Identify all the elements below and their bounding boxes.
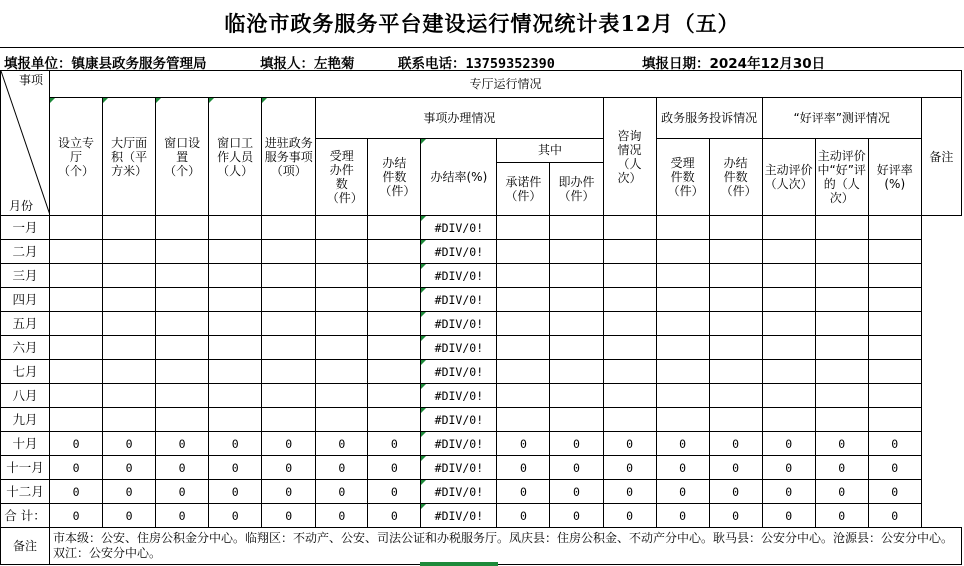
value-cell[interactable]: 0	[550, 432, 603, 456]
value-cell[interactable]	[103, 264, 156, 288]
value-cell[interactable]	[815, 384, 868, 408]
value-cell[interactable]	[262, 336, 316, 360]
value-cell[interactable]	[103, 312, 156, 336]
value-cell[interactable]	[762, 336, 815, 360]
value-cell[interactable]: 0	[603, 480, 656, 504]
info-bar	[0, 50, 964, 70]
group-main-header: 专厅运行情况	[50, 71, 962, 98]
value-cell[interactable]	[815, 216, 868, 240]
value-cell[interactable]	[497, 216, 550, 240]
month-cell[interactable]: 一月	[1, 216, 50, 240]
value-cell[interactable]	[50, 264, 103, 288]
value-cell[interactable]	[815, 264, 868, 288]
person-label: 填报人：	[260, 56, 314, 72]
value-cell[interactable]	[656, 384, 709, 408]
value-cell[interactable]: 0	[209, 480, 262, 504]
table-row	[1, 480, 962, 504]
value-cell[interactable]	[50, 336, 103, 360]
value-cell[interactable]	[50, 240, 103, 264]
value-cell[interactable]: 0	[868, 432, 921, 456]
value-cell[interactable]	[762, 216, 815, 240]
phone-value: 13759352390	[465, 56, 555, 72]
value-cell[interactable]	[762, 240, 815, 264]
col-instant: 即办件（件）	[550, 163, 603, 216]
value-cell[interactable]	[815, 360, 868, 384]
value-cell[interactable]	[209, 240, 262, 264]
value-cell[interactable]: 0	[709, 432, 762, 456]
value-cell[interactable]	[868, 264, 921, 288]
col-rate: 办结率(%)	[421, 138, 497, 216]
col-staff: 窗口工作人员（人）	[209, 98, 262, 216]
value-cell[interactable]: 0	[550, 504, 603, 528]
value-cell[interactable]	[603, 408, 656, 432]
value-cell[interactable]	[316, 408, 368, 432]
col-area: 大厅面积（平方米）	[103, 98, 156, 216]
value-cell[interactable]: 0	[709, 504, 762, 528]
value-cell[interactable]	[50, 216, 103, 240]
value-cell[interactable]	[103, 336, 156, 360]
value-cell[interactable]: 0	[209, 432, 262, 456]
value-cell[interactable]: 0	[815, 480, 868, 504]
month-cell[interactable]: 七月	[1, 360, 50, 384]
rate-cell[interactable]: #DIV/0!	[421, 288, 497, 312]
value-cell[interactable]: 0	[368, 480, 421, 504]
unit-value: 镇康县政务服务管理局	[71, 56, 207, 72]
value-cell[interactable]: 0	[50, 480, 103, 504]
title-divider	[0, 47, 964, 48]
date-field	[642, 52, 825, 72]
group-complaint-header: 政务服务投诉情况	[656, 98, 762, 139]
value-cell[interactable]	[262, 264, 316, 288]
value-cell[interactable]: 0	[262, 480, 316, 504]
month-cell[interactable]: 二月	[1, 240, 50, 264]
value-cell[interactable]	[209, 216, 262, 240]
value-cell[interactable]	[656, 360, 709, 384]
value-cell[interactable]: 0	[262, 504, 316, 528]
value-cell[interactable]	[868, 216, 921, 240]
value-cell[interactable]	[50, 360, 103, 384]
value-cell[interactable]	[209, 336, 262, 360]
value-cell[interactable]	[815, 240, 868, 264]
value-cell[interactable]	[368, 336, 421, 360]
col-c-accept: 受理件数（件）	[656, 138, 709, 216]
table-row	[1, 240, 962, 264]
value-cell[interactable]	[103, 288, 156, 312]
value-cell[interactable]	[497, 288, 550, 312]
value-cell[interactable]	[550, 408, 603, 432]
value-cell[interactable]: 0	[103, 456, 156, 480]
unit-label: 填报单位：	[4, 56, 72, 72]
value-cell[interactable]	[368, 384, 421, 408]
phone-label: 联系电话：	[398, 56, 466, 72]
value-cell[interactable]	[209, 264, 262, 288]
value-cell[interactable]	[868, 240, 921, 264]
value-cell[interactable]	[497, 384, 550, 408]
value-cell[interactable]	[550, 264, 603, 288]
value-cell[interactable]	[709, 384, 762, 408]
value-cell[interactable]	[550, 360, 603, 384]
value-cell[interactable]	[497, 408, 550, 432]
value-cell[interactable]	[103, 240, 156, 264]
rate-cell[interactable]: #DIV/0!	[421, 456, 497, 480]
value-cell[interactable]	[209, 288, 262, 312]
value-cell[interactable]: 0	[156, 480, 209, 504]
value-cell[interactable]: 0	[156, 432, 209, 456]
value-cell[interactable]	[603, 240, 656, 264]
value-cell[interactable]: 0	[316, 480, 368, 504]
value-cell[interactable]	[368, 360, 421, 384]
value-cell[interactable]: 0	[103, 432, 156, 456]
value-cell[interactable]	[368, 312, 421, 336]
value-cell[interactable]: 0	[103, 504, 156, 528]
value-cell[interactable]	[550, 336, 603, 360]
value-cell[interactable]: 0	[50, 456, 103, 480]
value-cell[interactable]	[262, 288, 316, 312]
value-cell[interactable]: 0	[368, 432, 421, 456]
table-row	[1, 504, 962, 528]
value-cell[interactable]: 0	[656, 456, 709, 480]
value-cell[interactable]: 0	[497, 456, 550, 480]
value-cell[interactable]: 0	[656, 504, 709, 528]
footer-label: 备注	[1, 528, 50, 565]
value-cell[interactable]: 0	[868, 456, 921, 480]
value-cell[interactable]	[603, 336, 656, 360]
diagonal-line	[1, 71, 50, 215]
col-accept: 受理办件数（件）	[316, 138, 368, 216]
value-cell[interactable]	[368, 216, 421, 240]
table-row	[1, 432, 962, 456]
value-cell[interactable]: 0	[656, 480, 709, 504]
date-value: 2024年12月30日	[709, 56, 826, 72]
value-cell[interactable]: 0	[550, 480, 603, 504]
value-cell[interactable]	[316, 216, 368, 240]
value-cell[interactable]	[497, 360, 550, 384]
unit-field	[4, 52, 207, 72]
value-cell[interactable]: 0	[603, 504, 656, 528]
value-cell[interactable]: 0	[316, 456, 368, 480]
value-cell[interactable]	[603, 384, 656, 408]
value-cell[interactable]	[550, 384, 603, 408]
corner-cell	[1, 71, 50, 216]
value-cell[interactable]	[497, 264, 550, 288]
group-handling-header: 事项办理情况	[316, 98, 603, 139]
value-cell[interactable]	[762, 408, 815, 432]
value-cell[interactable]: 0	[262, 432, 316, 456]
value-cell[interactable]: 0	[868, 504, 921, 528]
month-cell[interactable]: 六月	[1, 336, 50, 360]
value-cell[interactable]: 0	[762, 504, 815, 528]
value-cell[interactable]: 0	[497, 432, 550, 456]
value-cell[interactable]	[316, 336, 368, 360]
table-row	[1, 312, 962, 336]
date-label: 填报日期：	[642, 56, 710, 72]
value-cell[interactable]	[550, 216, 603, 240]
value-cell[interactable]	[656, 312, 709, 336]
value-cell[interactable]	[50, 408, 103, 432]
value-cell[interactable]	[762, 312, 815, 336]
table-row	[1, 360, 962, 384]
value-cell[interactable]: 0	[156, 504, 209, 528]
value-cell[interactable]	[156, 288, 209, 312]
month-cell[interactable]: 十月	[1, 432, 50, 456]
value-cell[interactable]	[709, 408, 762, 432]
value-cell[interactable]: 0	[50, 504, 103, 528]
col-remark: 备注	[921, 98, 961, 216]
value-cell[interactable]	[656, 240, 709, 264]
value-cell[interactable]	[868, 336, 921, 360]
value-cell[interactable]: 0	[656, 432, 709, 456]
value-cell[interactable]	[156, 360, 209, 384]
value-cell[interactable]: 0	[316, 432, 368, 456]
phone-field	[398, 52, 555, 72]
value-cell[interactable]	[497, 240, 550, 264]
value-cell[interactable]	[50, 312, 103, 336]
value-cell[interactable]	[815, 408, 868, 432]
value-cell[interactable]	[868, 288, 921, 312]
value-cell[interactable]	[762, 264, 815, 288]
value-cell[interactable]: 0	[156, 456, 209, 480]
value-cell[interactable]	[316, 312, 368, 336]
value-cell[interactable]: 0	[762, 480, 815, 504]
month-cell[interactable]: 八月	[1, 384, 50, 408]
value-cell[interactable]: 0	[603, 456, 656, 480]
col-good-rate: 好评率(%)	[868, 138, 921, 216]
table-row	[1, 384, 962, 408]
value-cell[interactable]	[368, 264, 421, 288]
value-cell[interactable]: 0	[762, 456, 815, 480]
table-row	[1, 288, 962, 312]
group-review-header: “好评率”测评情况	[762, 98, 921, 139]
value-cell[interactable]	[815, 336, 868, 360]
footer-note: 市本级：公安、住房公积金分中心。临翔区：不动产、公安、司法公证和办税服务厅。凤庆县：住房公积金、不动产分中心。耿马县：公安分中心。沧源县：公安分中心。双江：公安分中心。	[50, 528, 962, 565]
rate-cell[interactable]: #DIV/0!	[421, 480, 497, 504]
rate-cell[interactable]: #DIV/0!	[421, 216, 497, 240]
value-cell[interactable]	[762, 360, 815, 384]
value-cell[interactable]	[603, 360, 656, 384]
col-active: 主动评价（人次）	[762, 138, 815, 216]
value-cell[interactable]: 0	[262, 456, 316, 480]
value-cell[interactable]: 0	[103, 480, 156, 504]
group-among-header: 其中	[497, 138, 603, 163]
value-cell[interactable]	[868, 360, 921, 384]
value-cell[interactable]: 0	[709, 456, 762, 480]
value-cell[interactable]	[156, 216, 209, 240]
corner-top-label: 事项	[19, 73, 44, 87]
value-cell[interactable]	[656, 216, 709, 240]
value-cell[interactable]	[368, 288, 421, 312]
value-cell[interactable]: 0	[209, 456, 262, 480]
value-cell[interactable]: 0	[316, 504, 368, 528]
value-cell[interactable]	[103, 216, 156, 240]
stats-table	[0, 70, 962, 565]
value-cell[interactable]: 0	[368, 504, 421, 528]
value-cell[interactable]	[262, 216, 316, 240]
value-cell[interactable]	[709, 288, 762, 312]
value-cell[interactable]	[156, 408, 209, 432]
value-cell[interactable]	[156, 384, 209, 408]
value-cell[interactable]	[50, 288, 103, 312]
sheet-title: 临沧市政务服务平台建设运行情况统计表12月（五）	[224, 11, 740, 36]
value-cell[interactable]	[709, 216, 762, 240]
value-cell[interactable]	[262, 240, 316, 264]
month-cell[interactable]: 三月	[1, 264, 50, 288]
person-value: 左艳菊	[314, 56, 355, 72]
rate-cell[interactable]: #DIV/0!	[421, 240, 497, 264]
month-cell[interactable]: 十二月	[1, 480, 50, 504]
rate-cell[interactable]: #DIV/0!	[421, 432, 497, 456]
value-cell[interactable]: 0	[709, 480, 762, 504]
value-cell[interactable]	[603, 288, 656, 312]
month-cell[interactable]: 五月	[1, 312, 50, 336]
value-cell[interactable]	[709, 264, 762, 288]
value-cell[interactable]	[656, 264, 709, 288]
value-cell[interactable]	[209, 312, 262, 336]
value-cell[interactable]	[156, 264, 209, 288]
month-cell[interactable]: 十一月	[1, 456, 50, 480]
value-cell[interactable]	[209, 384, 262, 408]
value-cell[interactable]	[209, 408, 262, 432]
value-cell[interactable]: 0	[815, 456, 868, 480]
value-cell[interactable]: 0	[815, 504, 868, 528]
rate-cell[interactable]: #DIV/0!	[421, 312, 497, 336]
col-done: 办结件数（件）	[368, 138, 421, 216]
col-consult: 咨询情况（人次）	[603, 98, 656, 216]
value-cell[interactable]	[868, 384, 921, 408]
value-cell[interactable]: 0	[815, 432, 868, 456]
col-promise: 承诺件（件）	[497, 163, 550, 216]
rate-cell[interactable]: #DIV/0!	[421, 336, 497, 360]
value-cell[interactable]: 0	[603, 432, 656, 456]
rate-cell[interactable]: #DIV/0!	[421, 264, 497, 288]
table-row	[1, 408, 962, 432]
value-cell[interactable]	[656, 336, 709, 360]
value-cell[interactable]: 0	[209, 504, 262, 528]
month-cell[interactable]: 九月	[1, 408, 50, 432]
table-row	[1, 456, 962, 480]
value-cell[interactable]	[815, 312, 868, 336]
value-cell[interactable]	[262, 384, 316, 408]
col-good: 主动评价中“好”评的（人次）	[815, 138, 868, 216]
value-cell[interactable]	[603, 216, 656, 240]
value-cell[interactable]: 0	[550, 456, 603, 480]
value-cell[interactable]	[262, 408, 316, 432]
col-items: 进驻政务服务事项（项）	[262, 98, 316, 216]
value-cell[interactable]	[497, 312, 550, 336]
value-cell[interactable]: 0	[868, 480, 921, 504]
value-cell[interactable]	[316, 264, 368, 288]
sheet-selection-marker	[420, 562, 498, 566]
value-cell[interactable]	[103, 360, 156, 384]
col-c-done: 办结件数（件）	[709, 138, 762, 216]
col-window: 窗口设置（个）	[156, 98, 209, 216]
rate-cell[interactable]: #DIV/0!	[421, 360, 497, 384]
value-cell[interactable]	[50, 384, 103, 408]
month-cell[interactable]: 合 计：	[1, 504, 50, 528]
rate-cell[interactable]: #DIV/0!	[421, 408, 497, 432]
table-row	[1, 264, 962, 288]
value-cell[interactable]	[316, 240, 368, 264]
data-rows	[1, 216, 962, 528]
person-field	[260, 52, 355, 72]
value-cell[interactable]: 0	[50, 432, 103, 456]
value-cell[interactable]	[550, 288, 603, 312]
table-row	[1, 216, 962, 240]
value-cell[interactable]: 0	[762, 432, 815, 456]
value-cell[interactable]	[209, 360, 262, 384]
month-cell[interactable]: 四月	[1, 288, 50, 312]
value-cell[interactable]: 0	[497, 504, 550, 528]
value-cell[interactable]	[709, 240, 762, 264]
value-cell[interactable]	[868, 408, 921, 432]
rate-cell[interactable]: #DIV/0!	[421, 504, 497, 528]
value-cell[interactable]	[156, 336, 209, 360]
value-cell[interactable]	[815, 288, 868, 312]
value-cell[interactable]	[603, 312, 656, 336]
value-cell[interactable]: 0	[497, 480, 550, 504]
value-cell[interactable]	[656, 408, 709, 432]
value-cell[interactable]	[603, 264, 656, 288]
value-cell[interactable]	[156, 312, 209, 336]
value-cell[interactable]: 0	[368, 456, 421, 480]
value-cell[interactable]	[709, 312, 762, 336]
value-cell[interactable]	[156, 240, 209, 264]
table-row	[1, 336, 962, 360]
value-cell[interactable]	[262, 360, 316, 384]
value-cell[interactable]	[868, 312, 921, 336]
corner-bottom-label: 月份	[9, 199, 34, 213]
value-cell[interactable]	[368, 408, 421, 432]
value-cell[interactable]	[316, 384, 368, 408]
value-cell[interactable]	[497, 336, 550, 360]
value-cell[interactable]	[262, 312, 316, 336]
value-cell[interactable]	[709, 360, 762, 384]
value-cell[interactable]	[709, 336, 762, 360]
value-cell[interactable]	[762, 384, 815, 408]
col-zhuanting: 设立专厅（个）	[50, 98, 103, 216]
value-cell[interactable]	[550, 240, 603, 264]
rate-cell[interactable]: #DIV/0!	[421, 384, 497, 408]
value-cell[interactable]	[316, 288, 368, 312]
value-cell[interactable]	[368, 240, 421, 264]
value-cell[interactable]	[762, 288, 815, 312]
value-cell[interactable]	[103, 384, 156, 408]
value-cell[interactable]	[656, 288, 709, 312]
value-cell[interactable]	[103, 408, 156, 432]
value-cell[interactable]	[550, 312, 603, 336]
value-cell[interactable]	[316, 360, 368, 384]
